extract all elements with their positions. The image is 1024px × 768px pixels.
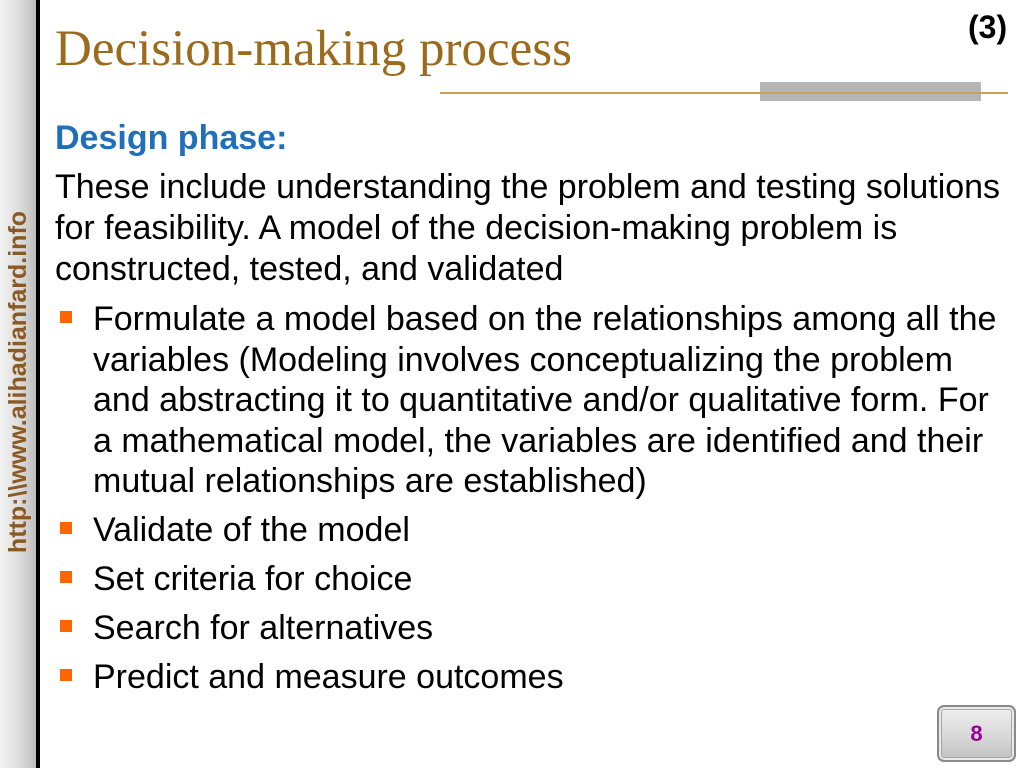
bullet-text-line: Validate of the model [93,511,410,549]
orange-square-bullet-icon [60,311,72,323]
sidebar-website-url: http:\\www.alihadianfard.info [4,210,32,554]
bullet-text-line: Formulate a model based on the relationships among all the [93,300,997,338]
title-underline [440,92,1008,94]
bullet-text-line: Set criteria for choice [93,560,413,598]
bullet-item [93,608,996,649]
bullet-item [93,657,996,698]
orange-square-bullet-icon [60,522,72,534]
page-number: 8 [970,720,983,746]
bullet-item [93,510,996,551]
orange-square-bullet-icon [60,571,72,583]
bullet-list [93,299,996,698]
bullet-item [93,299,996,502]
bullet-text-line: mutual relationships are established) [93,462,647,500]
section-number: (3) [968,9,1008,45]
orange-square-bullet-icon [60,620,72,632]
bullet-text-line: Predict and measure outcomes [93,658,564,696]
intro-line: for feasibility. A model of the decision-making problem is [55,209,898,247]
page-number-box [937,705,1016,762]
bullet-text-line: and abstracting it to quantitative and/or qualitative form. For [93,381,989,419]
bullet-item [93,559,996,600]
bullet-text-line: variables (Modeling involves conceptualizing the problem [93,340,953,379]
intro-paragraph [55,167,1000,290]
intro-line: constructed, tested, and validated [55,250,564,288]
slide-title: Decision-making process [55,21,572,77]
bullet-text-line: a mathematical model, the variables are identified and their [93,421,984,460]
bullet-text-line: Search for alternatives [93,609,434,647]
sidebar-divider-line [36,0,40,768]
orange-square-bullet-icon [60,669,72,681]
section-heading: Design phase: [55,119,288,157]
intro-line: These include understanding the problem and testing solutions [55,168,1001,206]
